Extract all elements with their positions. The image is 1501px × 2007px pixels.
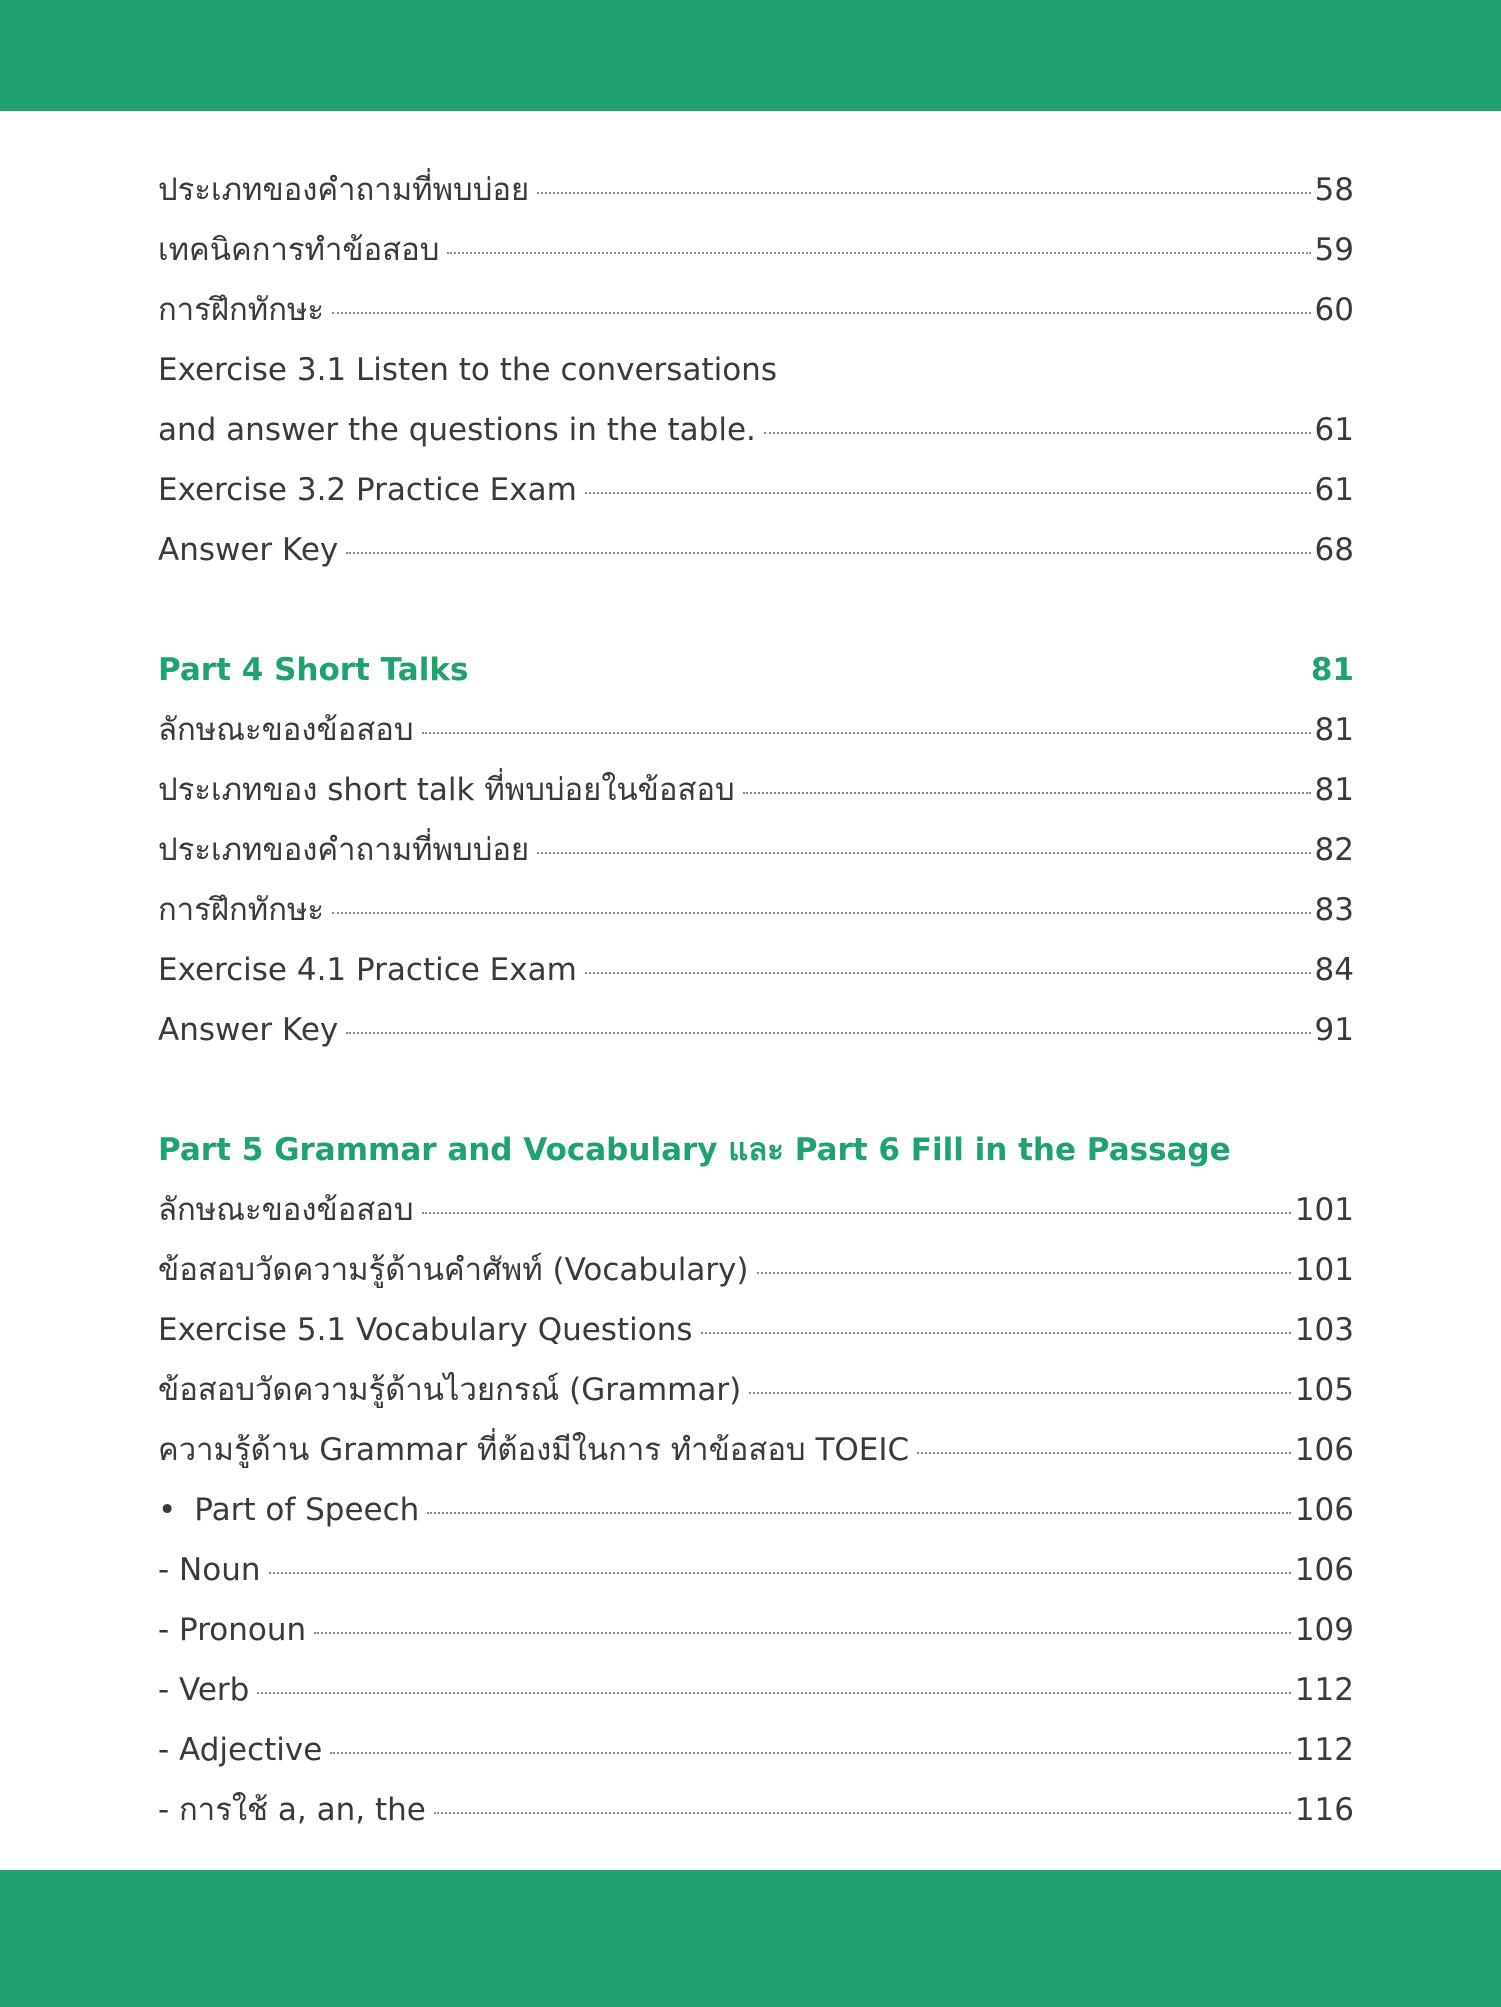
toc-entry-label: - การใช้ a, an, the <box>158 1792 426 1828</box>
toc-entry[interactable] <box>158 700 1354 760</box>
toc-entry-label: • Part of Speech <box>158 1480 419 1540</box>
toc-entry-label: ประเภทของ short talk ที่พบบ่อยในข้อสอบ <box>158 772 735 808</box>
toc-entry-label: Exercise 3.1 Listen to the conversations <box>158 352 777 388</box>
toc-entry-label: ข้อสอบวัดความรู้ด้านคำศัพท์ (Vocabulary) <box>158 1252 749 1288</box>
toc-entry-label: ลักษณะของข้อสอบ <box>158 712 414 748</box>
toc-entry-page: 81 <box>1314 712 1354 748</box>
dot-leader <box>330 1752 1291 1754</box>
toc-entry[interactable] <box>158 940 1354 1000</box>
dot-leader <box>585 972 1311 974</box>
toc-entry[interactable] <box>158 400 1354 460</box>
dot-leader <box>427 1512 1291 1514</box>
toc-entry-label: ลักษณะของข้อสอบ <box>158 1192 414 1228</box>
section-gap <box>158 580 1354 640</box>
toc-entry[interactable] <box>158 340 1354 400</box>
toc-entry-page: 83 <box>1314 892 1354 928</box>
dot-leader <box>269 1572 1291 1574</box>
toc-entry-page: 81 <box>1314 772 1354 808</box>
toc-entry-page: 103 <box>1294 1312 1354 1348</box>
dot-leader <box>314 1632 1291 1634</box>
section-heading-part5[interactable] <box>158 1120 1354 1180</box>
dot-leader <box>757 1272 1291 1274</box>
dot-leader <box>422 732 1311 734</box>
toc-entry-label: ความรู้ด้าน Grammar ที่ต้องมีในการ ทำข้อสอบ TOEIC <box>158 1432 910 1468</box>
toc-entry-label: ประเภทของคำถามที่พบบ่อย <box>158 172 530 208</box>
toc-entry-page: 61 <box>1314 472 1354 508</box>
dot-leader <box>332 312 1310 314</box>
section-title: Part 5 Grammar and Vocabulary และ Part 6 Fill in the Passage <box>158 1132 1231 1168</box>
toc-entry-label: การฝึกทักษะ <box>158 892 325 928</box>
toc-entry-page: 84 <box>1314 952 1354 988</box>
section-title: Part 4 Short Talks <box>158 652 469 688</box>
toc-entry-page: 101 <box>1294 1192 1354 1228</box>
toc-entry-label: - Verb <box>158 1672 250 1708</box>
dot-leader <box>346 552 1310 554</box>
toc-entry[interactable] <box>158 1600 1354 1660</box>
footer-band <box>0 1870 1501 2007</box>
dot-leader <box>447 252 1310 254</box>
dot-leader <box>764 432 1311 434</box>
dot-leader <box>701 1332 1291 1334</box>
toc-entry[interactable] <box>158 1420 1354 1480</box>
toc-entry[interactable] <box>158 820 1354 880</box>
toc-entry-label: ข้อสอบวัดความรู้ด้านไวยกรณ์ (Grammar) <box>158 1372 742 1408</box>
toc-entry[interactable] <box>158 280 1354 340</box>
toc-entry-label: เทคนิคการทำข้อสอบ <box>158 232 440 268</box>
table-of-contents <box>158 160 1354 1840</box>
toc-entry[interactable] <box>158 1180 1354 1240</box>
dot-leader <box>743 792 1311 794</box>
toc-entry-label: Exercise 3.2 Practice Exam <box>158 472 577 508</box>
dot-leader <box>422 1212 1291 1214</box>
dot-leader <box>434 1812 1291 1814</box>
toc-entry-page: 82 <box>1314 832 1354 868</box>
toc-entry-page: 91 <box>1314 1012 1354 1048</box>
toc-entry-label: การฝึกทักษะ <box>158 292 325 328</box>
toc-entry-page: 116 <box>1294 1792 1354 1828</box>
section-heading-part4[interactable] <box>158 640 1354 700</box>
toc-entry[interactable] <box>158 1000 1354 1060</box>
toc-entry[interactable] <box>158 1720 1354 1780</box>
toc-entry-page: 106 <box>1294 1552 1354 1588</box>
toc-entry-page: 112 <box>1294 1672 1354 1708</box>
toc-entry[interactable] <box>158 880 1354 940</box>
toc-entry[interactable] <box>158 220 1354 280</box>
toc-entry[interactable] <box>158 1660 1354 1720</box>
toc-entry-label: ประเภทของคำถามที่พบบ่อย <box>158 832 530 868</box>
toc-entry-page: 61 <box>1314 412 1354 448</box>
toc-entry-page: 109 <box>1294 1612 1354 1648</box>
toc-entry-label: - Noun <box>158 1552 261 1588</box>
toc-entry-label: - Pronoun <box>158 1612 307 1648</box>
toc-entry-label: Answer Key <box>158 532 339 568</box>
toc-entry[interactable] <box>158 760 1354 820</box>
toc-entry[interactable] <box>158 1540 1354 1600</box>
toc-entry-label: Exercise 4.1 Practice Exam <box>158 952 577 988</box>
toc-entry[interactable] <box>158 520 1354 580</box>
toc-entry-page: 60 <box>1314 292 1354 328</box>
toc-entry-label: and answer the questions in the table. <box>158 412 756 448</box>
toc-entry-page: 106 <box>1294 1492 1354 1528</box>
toc-entry-page: 58 <box>1314 172 1354 208</box>
section-page: 81 <box>1310 652 1354 688</box>
dot-leader <box>585 492 1311 494</box>
toc-entry-label: - Adjective <box>158 1732 323 1768</box>
dot-leader <box>257 1692 1290 1694</box>
toc-entry[interactable] <box>158 1780 1354 1840</box>
header-band <box>0 0 1501 111</box>
toc-entry[interactable] <box>158 1300 1354 1360</box>
toc-entry-label: Answer Key <box>158 1012 339 1048</box>
toc-entry[interactable] <box>158 160 1354 220</box>
dot-leader <box>537 852 1310 854</box>
toc-entry-page: 59 <box>1314 232 1354 268</box>
toc-entry[interactable] <box>158 460 1354 520</box>
dot-leader <box>749 1392 1291 1394</box>
dot-leader <box>346 1032 1310 1034</box>
dot-leader <box>537 192 1310 194</box>
toc-entry[interactable] <box>158 1360 1354 1420</box>
section-gap <box>158 1060 1354 1120</box>
dot-leader <box>332 912 1310 914</box>
toc-entry-page: 105 <box>1294 1372 1354 1408</box>
dot-leader <box>917 1452 1291 1454</box>
toc-entry-page: 101 <box>1294 1252 1354 1288</box>
toc-entry-page: 112 <box>1294 1732 1354 1768</box>
toc-entry[interactable] <box>158 1480 1354 1540</box>
toc-entry-label: Exercise 5.1 Vocabulary Questions <box>158 1312 693 1348</box>
toc-entry[interactable] <box>158 1240 1354 1300</box>
toc-entry-page: 106 <box>1294 1432 1354 1468</box>
toc-entry-page: 68 <box>1314 532 1354 568</box>
